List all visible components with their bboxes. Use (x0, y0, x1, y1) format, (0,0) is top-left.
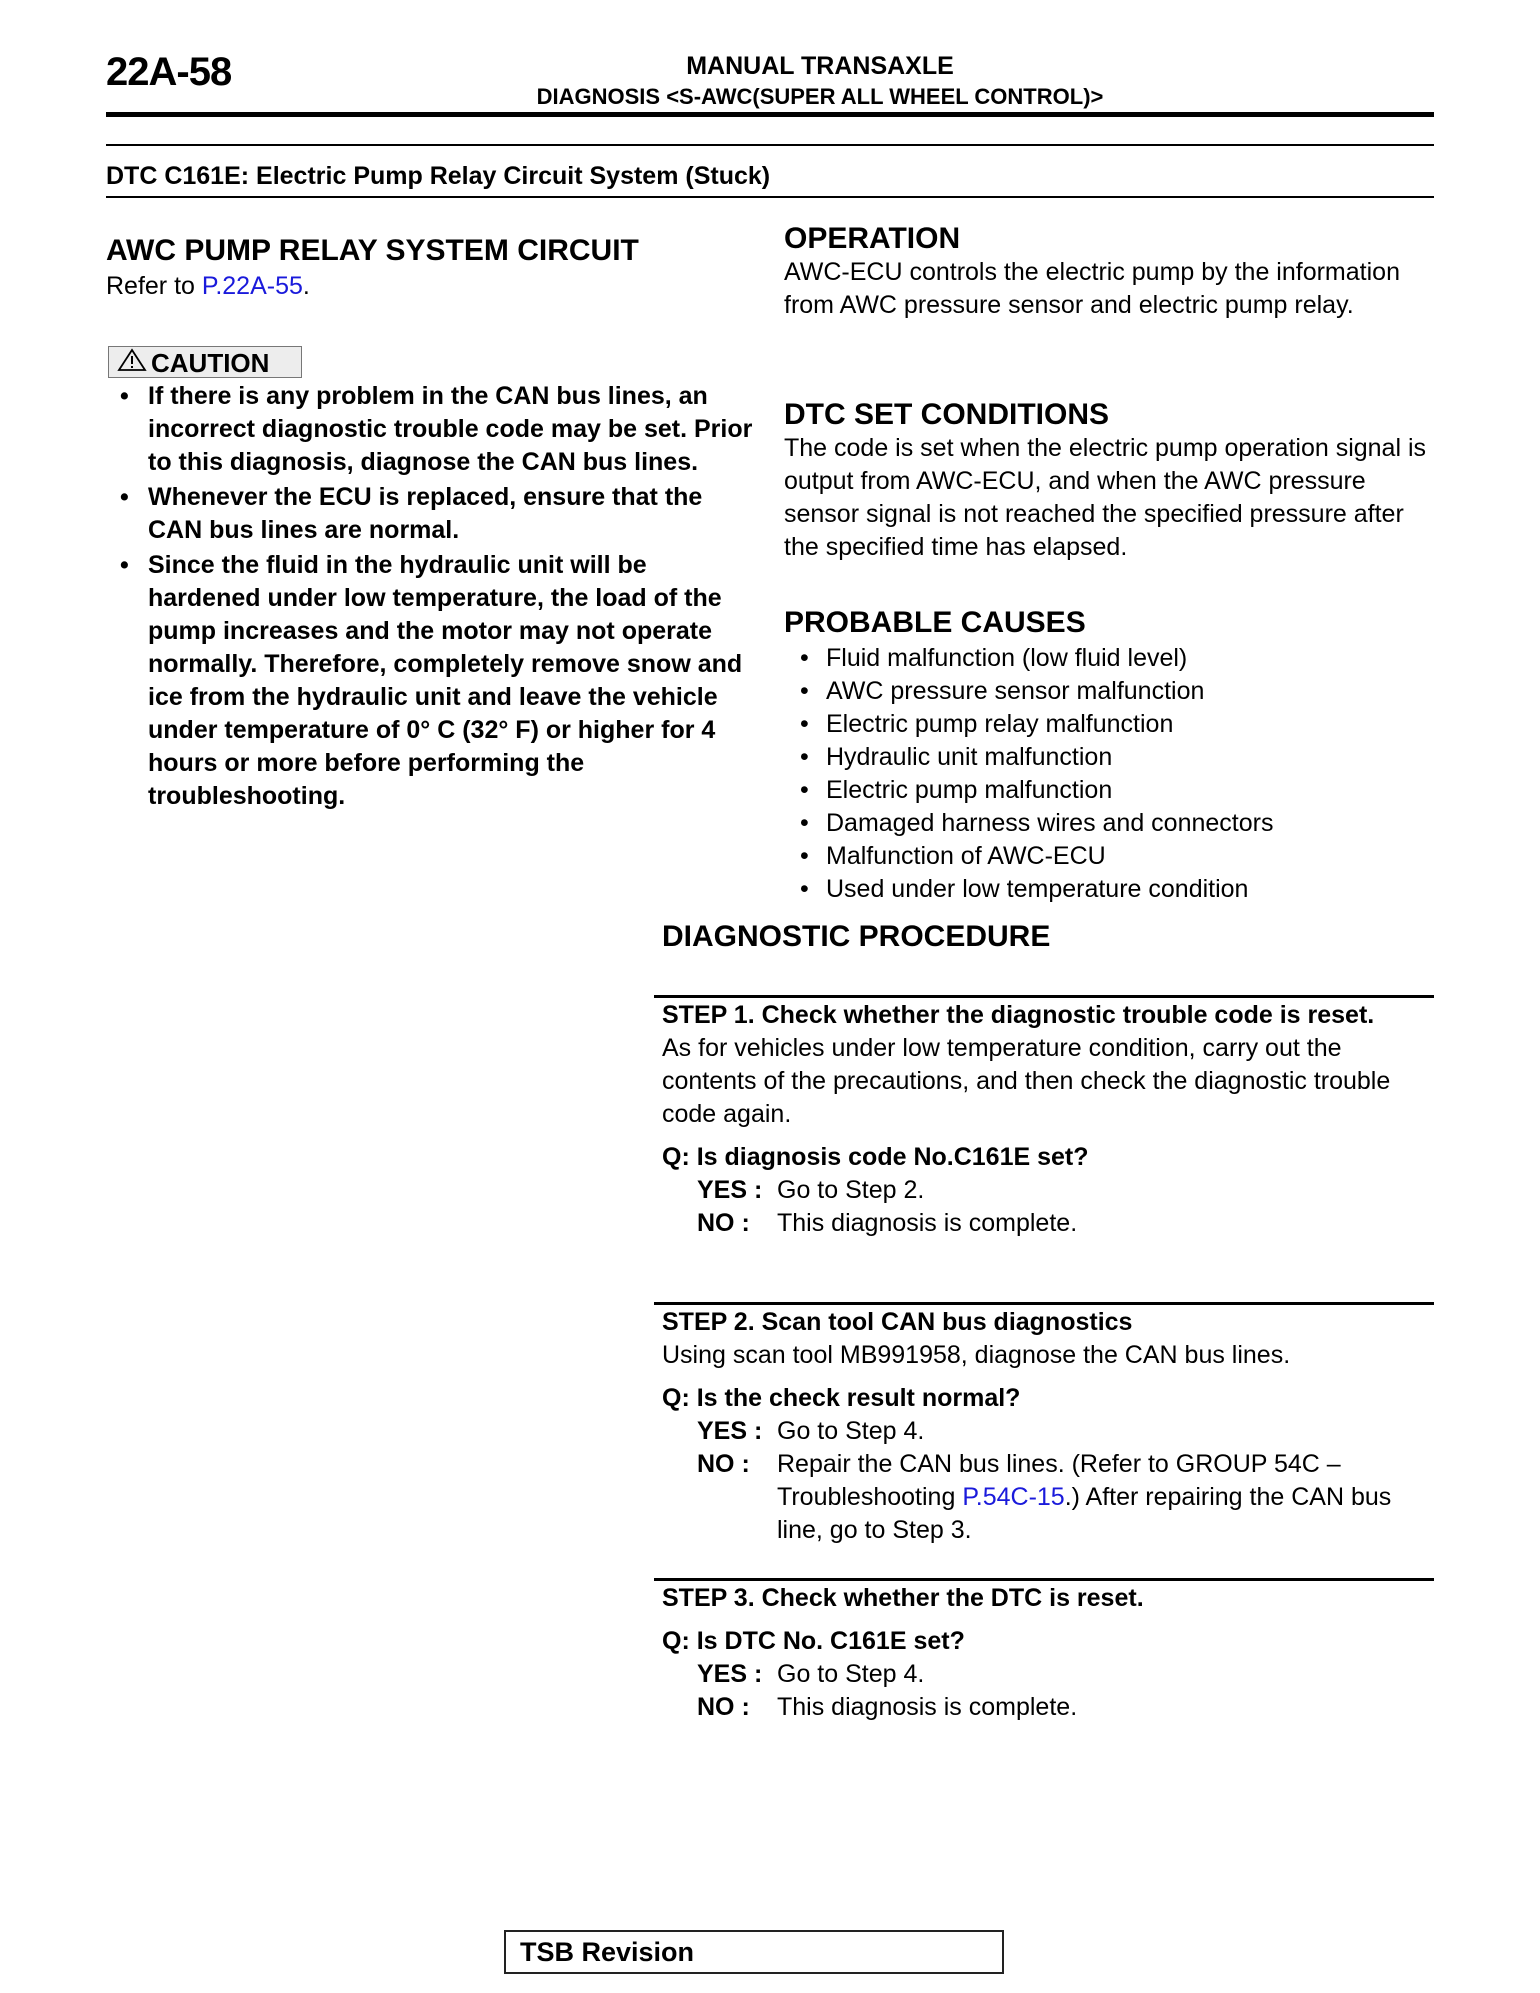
step2-text: Using scan tool MB991958, diagnose the CAN bus lines. (662, 1341, 1291, 1369)
no-label: NO : (697, 1209, 750, 1237)
cause-item: • Hydraulic unit malfunction (784, 741, 1436, 774)
cause-item: • Fluid malfunction (low fluid level) (784, 642, 1436, 675)
step-2 (662, 1306, 1434, 1547)
no-label: NO : (697, 1450, 750, 1478)
title-top-divider (106, 144, 1434, 146)
step-1 (662, 999, 1434, 1240)
caution-item: • Whenever the ECU is replaced, ensure that the CAN bus lines are normal. (106, 481, 756, 547)
step2-no (697, 1448, 1434, 1547)
caution-list (106, 380, 756, 813)
step1-divider (654, 995, 1434, 998)
refer-link[interactable]: P.22A-55 (201, 272, 303, 300)
yes-answer: Go to Step 4. (777, 1660, 925, 1688)
circuit-section (106, 234, 746, 303)
step3-yes (697, 1658, 1434, 1691)
operation-section (784, 222, 1436, 322)
step2-title: STEP 2. Scan tool CAN bus diagnostics (662, 1308, 1133, 1336)
no-label: NO : (697, 1693, 750, 1721)
step1-question: Q: Is diagnosis code No.C161E set? (662, 1143, 1089, 1171)
tsb-revision-box (504, 1930, 1004, 1974)
cause-item: • Malfunction of AWC-ECU (784, 840, 1436, 873)
cause-item: • Electric pump malfunction (784, 774, 1436, 807)
caution-label: CAUTION (151, 348, 270, 378)
diagnostic-procedure-heading: DIAGNOSTIC PROCEDURE (662, 920, 1051, 953)
step1-no (697, 1207, 1434, 1240)
step1-title: STEP 1. Check whether the diagnostic trouble code is reset. (662, 1001, 1375, 1029)
page-number: 22A-58 (106, 50, 232, 94)
step-3 (662, 1582, 1434, 1724)
section-title: MANUAL TRANSAXLE (686, 52, 954, 80)
refer-prefix: Refer to (106, 272, 202, 300)
caution-item: • Since the fluid in the hydraulic unit will be hardened under low temperature, the load of the pump increases and the motor may not operate normally. Therefore, completely remove snow and ice from the hydraulic unit and leave the vehicle under temperature of 0° C (32° F) or higher for 4 hours or more before performing the troubleshooting. (106, 549, 756, 813)
no-answer (777, 1448, 1434, 1547)
step1-text: As for vehicles under low temperature condition, carry out the contents of the precautions, and then check the diagnostic trouble code again. (662, 1034, 1391, 1128)
yes-label: YES : (697, 1176, 763, 1204)
cause-item: • Electric pump relay malfunction (784, 708, 1436, 741)
step2-divider (654, 1302, 1434, 1305)
dtc-set-conditions-heading: DTC SET CONDITIONS (784, 398, 1110, 431)
step3-question: Q: Is DTC No. C161E set? (662, 1627, 965, 1655)
probable-causes-heading: PROBABLE CAUSES (784, 606, 1086, 639)
step2-question: Q: Is the check result normal? (662, 1384, 1021, 1412)
refer-suffix: . (302, 272, 310, 300)
step3-divider (654, 1578, 1434, 1581)
step3-no (697, 1691, 1434, 1724)
no-answer: This diagnosis is complete. (777, 1693, 1078, 1721)
title-bottom-divider (106, 196, 1434, 198)
probable-causes-section (784, 606, 1436, 906)
step2-yes (697, 1415, 1434, 1448)
step1-yes (697, 1174, 1434, 1207)
no-answer-prefix: Repair the CAN bus lines. (Refer to GROUP 54C – Troubleshooting (777, 1450, 1341, 1511)
dtc-title: DTC C161E: Electric Pump Relay Circuit System (Stuck) (106, 162, 771, 190)
cause-item: • Used under low temperature condition (784, 873, 1436, 906)
tsb-revision-label: TSB Revision (520, 1937, 695, 1967)
no-answer-suffix: .) After repairing the CAN bus line, go to Step 3. (777, 1483, 1392, 1544)
header-divider (106, 112, 1434, 117)
yes-answer: Go to Step 4. (777, 1417, 925, 1445)
yes-label: YES : (697, 1417, 763, 1445)
warning-triangle-icon (117, 347, 147, 379)
cause-item: • AWC pressure sensor malfunction (784, 675, 1436, 708)
operation-text: AWC-ECU controls the electric pump by the information from AWC pressure sensor and electric pump relay. (784, 258, 1400, 319)
caution-badge (108, 346, 302, 378)
no-answer: This diagnosis is complete. (777, 1209, 1078, 1237)
group-54c-link[interactable]: P.54C-15 (962, 1483, 1065, 1511)
step3-title: STEP 3. Check whether the DTC is reset. (662, 1584, 1144, 1612)
yes-label: YES : (697, 1660, 763, 1688)
caution-item: • If there is any problem in the CAN bus lines, an incorrect diagnostic trouble code may be set. Prior to this diagnosis, diagnose the CAN bus lines. (106, 380, 756, 479)
yes-answer: Go to Step 2. (777, 1176, 925, 1204)
circuit-reference (106, 270, 746, 303)
dtc-set-conditions-text: The code is set when the electric pump operation signal is output from AWC-ECU, and when the AWC pressure sensor signal is not reached the specified pressure after the specified time has elapsed. (784, 434, 1427, 561)
subsection-title: DIAGNOSIS <S-AWC(SUPER ALL WHEEL CONTROL)> (536, 84, 1104, 109)
cause-item: • Damaged harness wires and connectors (784, 807, 1436, 840)
dtc-set-conditions-section (784, 398, 1436, 564)
operation-heading: OPERATION (784, 222, 961, 255)
circuit-heading: AWC PUMP RELAY SYSTEM CIRCUIT (106, 234, 639, 267)
